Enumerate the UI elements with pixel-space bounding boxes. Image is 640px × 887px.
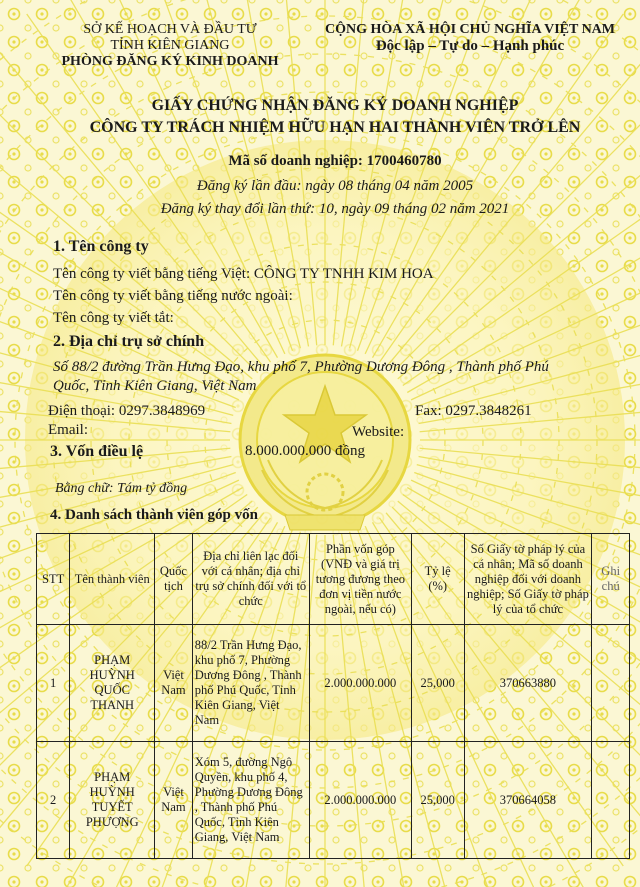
section2-heading: 2. Địa chỉ trụ sở chính <box>53 333 205 350</box>
col-note: Ghi chú <box>592 534 630 625</box>
row-ratio: 25,000 <box>411 742 464 859</box>
col-legal-id: Số Giấy tờ pháp lý của cá nhân; Mã số doanh nghiệp đối với doanh nghiệp; Số Giấy tờ pháp lý của tổ chức <box>464 534 592 625</box>
col-ratio: Tỷ lệ (%) <box>411 534 464 625</box>
col-address: Địa chỉ liên lạc đối với cá nhân; địa chỉ trụ sở chính đối với tổ chức <box>192 534 309 625</box>
email: Email: <box>48 422 88 438</box>
header-right-line2: Độc lập – Tự do – Hạnh phúc <box>375 38 565 54</box>
row-ratio: 25,000 <box>411 625 464 742</box>
capital-in-words: Bằng chữ: Tám tỷ đồng <box>55 481 188 496</box>
first-registration: Đăng ký lần đầu: ngày 08 tháng 04 năm 2005 <box>196 178 474 194</box>
col-capital: Phần vốn góp (VNĐ và giá trị tương đương theo đơn vị tiền nước ngoài, nếu có) <box>309 534 411 625</box>
tax-code: Mã số doanh nghiệp: 1700460780 <box>228 153 442 169</box>
address-line1: Số 88/2 đường Trần Hưng Đạo, khu phố 7, Phường Dương Đông , Thành phố Phú <box>53 359 549 375</box>
company-name-vn: Tên công ty viết bằng tiếng Việt: CÔNG TY TNHH KIM HOA <box>53 266 434 282</box>
row-member-name: PHẠM HUỲNH TUYẾT PHƯỢNG <box>70 742 155 859</box>
company-name-foreign: Tên công ty viết bằng tiếng nước ngoài: <box>53 288 293 304</box>
row-note <box>592 625 630 742</box>
section3-heading: 3. Vốn điều lệ <box>50 443 144 460</box>
change-registration: Đăng ký thay đổi lần thứ: 10, ngày 09 tháng 02 năm 2021 <box>160 201 510 217</box>
row-legal-id: 370664058 <box>464 742 592 859</box>
table-header-row <box>37 534 630 625</box>
row-nationality: Việt Nam <box>155 625 193 742</box>
fax: Fax: 0297.3848261 <box>415 403 532 419</box>
header-left-line1: SỞ KẾ HOẠCH VÀ ĐẦU TƯ <box>83 22 257 37</box>
company-name-short: Tên công ty viết tắt: <box>53 310 174 326</box>
row-legal-id: 370663880 <box>464 625 592 742</box>
row-nationality: Việt Nam <box>155 742 193 859</box>
row-capital: 2.000.000.000 <box>309 625 411 742</box>
phone: Điện thoại: 0297.3848969 <box>48 403 206 419</box>
table-row <box>37 742 630 859</box>
col-stt: STT <box>37 534 70 625</box>
header-left-line3: PHÒNG ĐĂNG KÝ KINH DOANH <box>61 54 279 69</box>
row-stt: 2 <box>37 742 70 859</box>
row-capital: 2.000.000.000 <box>309 742 411 859</box>
row-address: Xóm 5, đường Ngô Quyền, khu phố 4, Phường Dương Đông , Thành phố Phú Quốc, Tỉnh Kiên Giang, Việt Nam <box>192 742 309 859</box>
address-line2: Quốc, Tỉnh Kiên Giang, Việt Nam <box>53 378 257 394</box>
company-type-title: CÔNG TY TRÁCH NHIỆM HỮU HẠN HAI THÀNH VIÊN TRỞ LÊN <box>89 119 581 136</box>
header-left-line2: TỈNH KIÊN GIANG <box>110 38 230 53</box>
document-title: GIẤY CHỨNG NHẬN ĐĂNG KÝ DOANH NGHIỆP <box>151 97 519 114</box>
members-table <box>36 533 630 859</box>
header-right-line1: CỘNG HÒA XÃ HỘI CHỦ NGHĨA VIỆT NAM <box>324 22 615 37</box>
row-address: 88/2 Trần Hưng Đạo, khu phố 7, Phường Dương Đông , Thành phố Phú Quốc, Tỉnh Kiên Giang, Việt Nam <box>192 625 309 742</box>
charter-capital: 8.000.000.000 đồng <box>245 443 365 459</box>
website: Website: <box>352 424 405 440</box>
ministry-header <box>55 22 285 70</box>
row-note <box>592 742 630 859</box>
col-member-name: Tên thành viên <box>70 534 155 625</box>
national-header <box>315 22 625 55</box>
section4-heading: 4. Danh sách thành viên góp vốn <box>50 507 258 523</box>
row-member-name: PHẠM HUỲNH QUỐC THANH <box>70 625 155 742</box>
col-nationality: Quốc tịch <box>155 534 193 625</box>
table-row <box>37 625 630 742</box>
section1-heading: 1. Tên công ty <box>53 238 149 255</box>
row-stt: 1 <box>37 625 70 742</box>
